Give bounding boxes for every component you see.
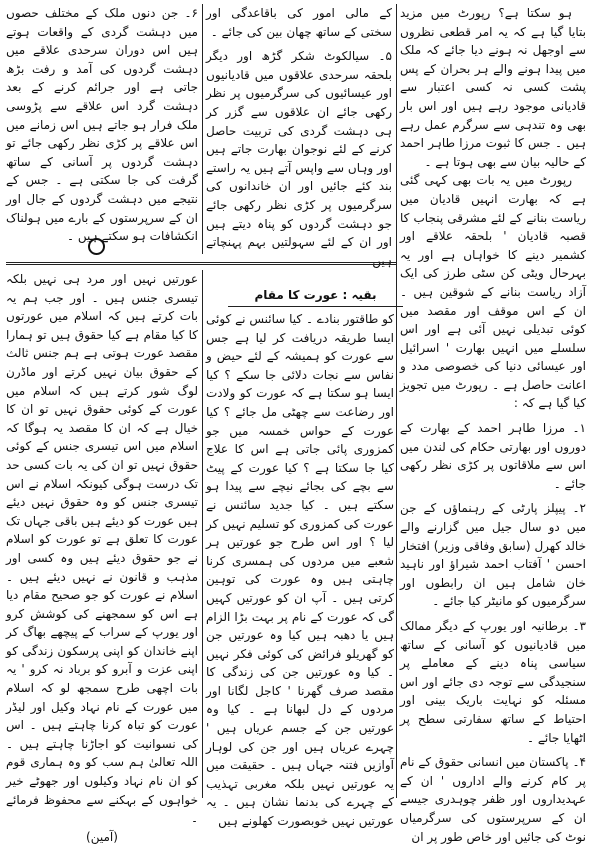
list-item: ۴۔ پاکستان میں انسانی حقوق کے نام پر کام کرنے والے اداروں ' ان کے عہدیداروں اور ظفر چوہدری جیسے ان کے سرپرستوں کی سرگرمیاں نوٹ کی جائیں اور خاص طور پر ان — [400, 755, 586, 844]
paragraph: کو طاقتور بنادے ۔ کیا سائنس نے کوئی ایسا طریقہ دریافت کر لیا ہے جس سے عورت کو ہمیشہ کے لئے حیض و نفاس سے نجات دلائی جا سکے ؟ کیا ایسا ہو سکتا ہے کہ عورت کو ولادت اور رضاعت سے چھٹی مل جائے ؟ کیا عورت کے حواس خمسہ میں جو کمزوری پائی جاتی ہے اس کا علاج کیا جا سکتا ہے ؟ کیا عورت کے پیٹ سے بچے کی بجائے نیچے سے پیدا ہو سکتے ہیں ۔ کیا جدید سائنس نے عورت کی کمزوری کو تسلیم نہیں کر لیا ؟ اور اس طرح جو عورتیں ہر شعبے میں مردوں کی ہمسری کرنا چاہتی ہیں وہ عورت کی توہین کرتی ہیں ۔ آپ ان کو عورتیں کہیں گی کہ عورت کے نام پر بہت بڑا الزام ہیں یا دھبہ ہیں کیا وہ عورتیں جن کو گھریلو فرائض کی کوئی فکر نہیں ۔ کیا وہ عورتیں جن کی زندگی کا مقصد صرف گھرنا ' کاجل لگانا اور مردوں کے دل لبھانا ہے ۔ کیا وہ عورتیں جن کے جسم عریاں ہیں ' چہرے عریاں ہیں اور جن کی لوہار آوازیں فتنہ جہاں ہیں ۔ حقیقت میں یہ عورتیں نہیں بلکہ مغربی تہذیب کے چہرے کی بدنما نشان ہیں ۔ یہ عورتیں نہیں خوبصورت کھلونے ہیں — [206, 312, 394, 829]
column-divider — [202, 270, 203, 798]
paragraph: ہو سکتا ہے؟ رپورٹ میں مزید بتایا گیا ہے کہ یہ امر قطعی نظروں سے اوجھل نہ ہونے دیا جائے کہ ملک میں پیدا ہونے والے ہر بحران کے پس پشت کسی نہ کسی اعتبار سے قادیانی موجود رہے ہیں اور اس بار بھی وہ تندہی سے سرگرم عمل رہے ہیں ۔ جس کا ثبوت مرزا طاہر احمد کے حالیہ بیان سے بھی ہوتا ہے ۔ — [400, 6, 586, 169]
top-left-column — [6, 4, 198, 244]
bottom-left-column — [6, 270, 198, 844]
column-divider — [396, 4, 397, 798]
list-item: ۳۔ برطانیہ اور یورپ کے دیگر ممالک میں قادیانیوں کو آسانی کے ساتھ سیاسی پناہ دینے کے معاملے پر سنجیدگی سے توجہ دی جائے اور اس مسئلہ کو نہایت باریک بینی اور احتیاط کے ساتھ سفارتی سطح پر اٹھایا جائے ۔ — [400, 619, 586, 745]
list-item: ۵۔ سیالکوٹ شکر گڑھ اور دیگر بلحقہ سرحدی علاقوں میں قادیانیوں اور عیسائیوں کی سرگرمیوں پر نظر رکھی جائے ان علاقوں سے گزر کر ہی دہشت گردی کی تربیت حاصل کرنے کے لئے نوجوان بھارت جاتے ہیں اور وہاں سے واپس آتے ہیں یہ راستے بند کئے جائیں اور ان خاندانوں کی سرگرمیوں پر کڑی نظر رکھی جائے جو دہشت گردوں کو پناہ دیتے ہیں اور ان کے لئے سہولتیں بہم پہنچاتے ہیں ۔ — [206, 49, 392, 268]
continued-heading: بقیہ : عورت کا مقام — [228, 284, 403, 307]
column-divider — [202, 4, 203, 254]
bottom-middle-column — [206, 310, 394, 829]
paragraph: ۶۔ جن دنوں ملک کے مختلف حصوں میں دہشت گردی کے واقعات ہوتے ہیں اس دوران سرحدی علاقے میں دہشت گردوں کی آمد و رفت بڑھ جاتی ہے اور جرائم کرنے کے بعد دہشت گرد اس علاقے سے پڑوسی ملک فرار ہو جاتے ہیں اس زمانے میں اس علاقے پر کڑی نظر رکھی جائے تو دہشت گردوں پر آسانی کے ساتھ گرفت کی جا سکتی ہے ۔ جس کے نتیجے میں دہشت گردوں کے جال اور ان کے سرپرستوں کے بارے میں ہولناک انکشافات ہو سکتے ہیں ۔ — [6, 6, 198, 244]
end-mark-circle — [88, 238, 105, 255]
top-middle-column — [206, 4, 392, 268]
paragraph: عورتیں نہیں اور مرد ہی نہیں بلکہ تیسری جنس ہیں ۔ اور جب ہم یہ بات کرتے ہیں کہ اسلام میں عورتوں کا کیا مقام ہے کیا حقوق ہیں تو ہمارا مقصد عورت ہوتی ہے ہم جنس ثالث کے حقوق بیان نہیں کرتے اور ماڈرن لوگ شور کرتے ہیں کہ اسلام میں عورت کے کوئی حقوق نہیں تو ان کا خیال ہے کہ ان کا مقصد یہ ہوگا کہ اسلام میں اس تیسری جنس کے کوئی حقوق نہیں تو ان کی یہ بات کسی حد تک درست ہوگی کیونکہ اسلام نے اس تیسری جنس کو وہ حقوق نہیں دیئے ہیں عورت کو دیئے ہیں باقی جہاں تک عورت کا تعلق ہے تو عورت کو اسلام نے جو حقوق دیئے ہیں وہ کسی اور مذہب و قانون نے نہیں دیئے ہیں ۔ اسلام نے عورت کو جو صحیح مقام دیا ہے اس کو سمجھنے کی کوشش کرو اور یورپ کے سراب کے پیچھے بھاگ کر اپنے خاندان کو اپنی پرسکون زندگی کو اپنی عزت و آبرو کو برباد نہ کرو ' یہ بات اچھی طرح سمجھ لو کہ اسلام میں عورت کے نام نہاد وکیل اور لیڈر عورت کو تباہ کرنا چاہتے ہیں ۔ اس کی نسوانیت کو اجاڑنا چاہتے ہیں ۔ اللہ تعالیٰ ہم سب کو وہ ہماری قوم کو ان نام نہاد وکیلوں اور جھوٹے خیر خواہوں کے بہکنے سے محفوظ فرمائے ۔ — [6, 272, 198, 826]
paragraph: کے مالی امور کی باقاعدگی اور سختی کے ساتھ چھان بین کی جائے ۔ — [206, 6, 392, 39]
closing-text: (آمین) — [86, 829, 118, 844]
section-divider — [6, 262, 396, 265]
list-item: ۱۔ مرزا طاہر احمد کے بھارت کے دوروں اور بھارتی حکام کی لندن میں اس سے ملاقاتوں پر کڑی نظر رکھی جائے ۔ — [400, 421, 586, 491]
list-item: ۲۔ پیپلز پارٹی کے رہنماؤں کے جن میں دو سال جیل میں گزارنے والے خالد کھرل (سابق وفاقی وزیر) افتخار احسن ' آفتاب احمد شیراؤ اور ناہید خان شامل ہیں ان رابطوں اور سرگرمیوں کو مانیٹر کیا جائے ۔ — [400, 501, 586, 609]
right-column — [400, 4, 586, 844]
paragraph: رپورٹ میں یہ بات بھی کہی گئی ہے کہ بھارت انہیں قادیان میں ریاست بنانے کے لئے مشرقی پنجاب کا قصبہ قادیان ' بلحقہ علاقے اور کشمیر دینے کا خواہاں ہے اور یہ بہرحال ویٹی کن سٹی طرز کی ایک آزاد ریاست بنانے کے شوقین ہیں ۔ ان کے اس موقف اور مقصد میں کوئی تبدیلی نہیں آئی ہے اور اس سلسلے میں انہیں بھارت ' اسرائیل اور عیسائی دنیا کی خصوصی مدد و اعانت حاصل ہے ۔ رپورٹ میں تجویز کیا گیا ہے کہ : — [400, 173, 586, 411]
